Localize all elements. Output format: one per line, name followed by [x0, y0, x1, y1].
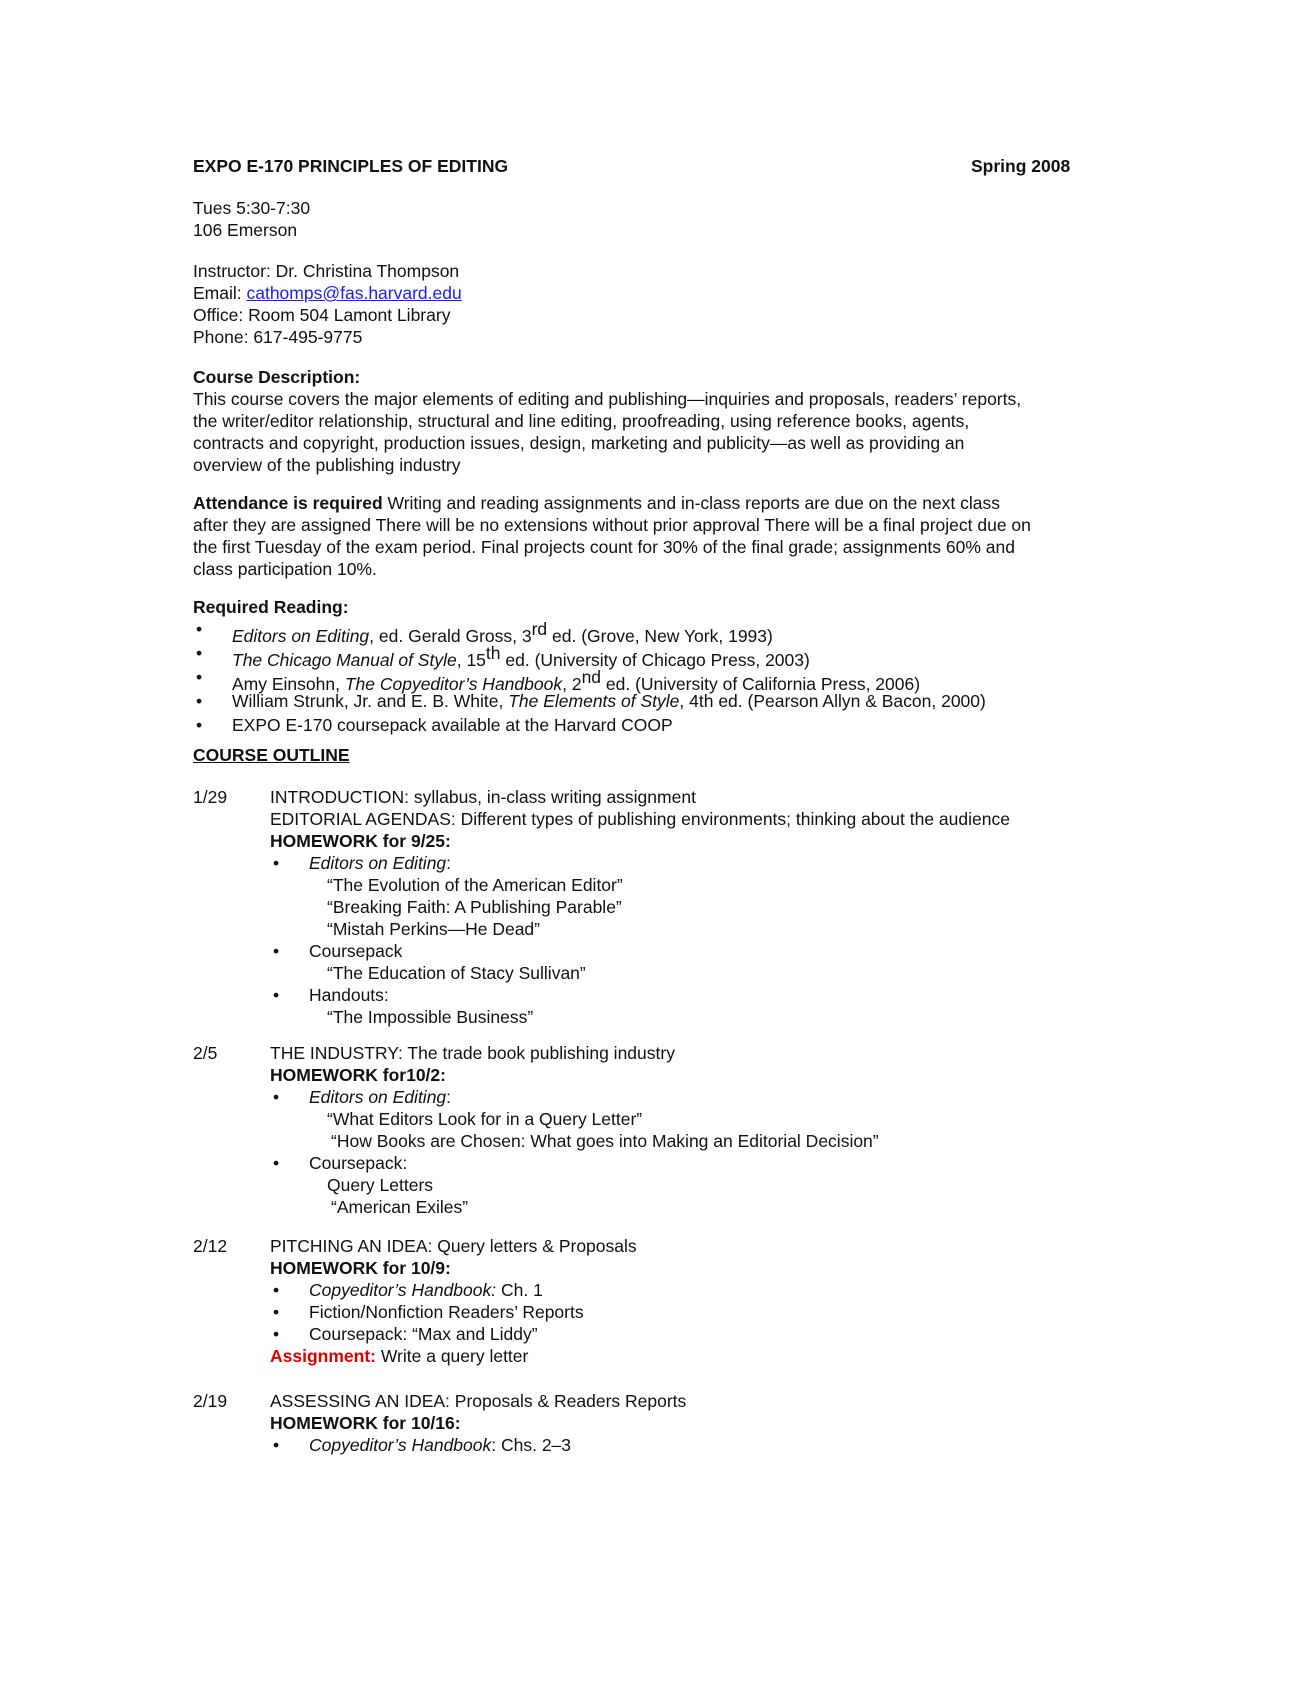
reading-title: “American Exiles”: [331, 1197, 469, 1217]
assignment-label: Assignment:: [270, 1346, 376, 1366]
week-topic: ASSESSING AN IDEA: Proposals & Readers Reports: [270, 1391, 687, 1411]
homework-heading: HOMEWORK for10/2:: [270, 1065, 446, 1085]
bullet-icon: •: [273, 1087, 280, 1107]
email-link[interactable]: cathomps@fas.harvard.edu: [246, 283, 462, 303]
reading-title: “The Education of Stacy Sullivan”: [327, 963, 586, 983]
reading-title: “Breaking Faith: A Publishing Parable”: [327, 897, 622, 917]
bullet-icon: •: [196, 715, 203, 735]
meeting-info: [193, 197, 1123, 241]
email-line: [193, 282, 1123, 304]
reading-title: “The Impossible Business”: [327, 1007, 534, 1027]
homework-item: • Coursepack: [273, 941, 403, 961]
homework-heading: HOMEWORK for 10/16:: [270, 1413, 461, 1433]
homework-item: • Copyeditor’s Handbook: Chs. 2–3: [273, 1435, 572, 1455]
attendance-bold: Attendance is required: [193, 493, 383, 513]
description-line: the writer/editor relationship, structural and line editing, proofreading, using reference books, agents,: [193, 411, 970, 431]
homework-item: • Editors on Editing:: [273, 853, 452, 873]
description-line: contracts and copyright, production issues, design, marketing and publicity—as well as providing an: [193, 433, 965, 453]
reading-title: “How Books are Chosen: What goes into Making an Editorial Decision”: [331, 1131, 879, 1151]
description-line: This course covers the major elements of editing and publishing—inquiries and proposals, readers’ reports,: [193, 389, 1022, 409]
attendance-line: Attendance is required Writing and reading assignments and in-class reports are due on the next class: [193, 493, 1001, 513]
homework-item: • Editors on Editing:: [273, 1087, 452, 1107]
description-line: overview of the publishing industry: [193, 455, 461, 475]
bullet-icon: •: [273, 1435, 280, 1455]
description-heading: Course Description:: [193, 367, 361, 387]
email-label: Email:: [193, 283, 247, 303]
term-label: Spring 2008: [971, 156, 1071, 176]
week-topic: INTRODUCTION: syllabus, in-class writing assignment: [270, 787, 696, 807]
reading-item: • The Chicago Manual of Style, 15th ed. (University of Chicago Press, 2003): [196, 643, 810, 670]
week-topic: THE INDUSTRY: The trade book publishing industry: [270, 1043, 675, 1063]
attendance-policy: [193, 492, 1123, 580]
homework-item: • Fiction/Nonfiction Readers’ Reports: [273, 1302, 584, 1322]
reading-title: “What Editors Look for in a Query Letter”: [327, 1109, 643, 1129]
meeting-room: 106 Emerson: [193, 220, 298, 240]
attendance-line: class participation 10%.: [193, 559, 377, 579]
bullet-icon: •: [273, 1153, 280, 1173]
week-date: 2/5: [193, 1043, 218, 1063]
reading-title: “The Evolution of the American Editor”: [327, 875, 623, 895]
week-date: 2/12: [193, 1236, 228, 1256]
week-topic: PITCHING AN IDEA: Query letters & Proposals: [270, 1236, 637, 1256]
meeting-time: Tues 5:30-7:30: [193, 198, 311, 218]
course-title: EXPO E-170 PRINCIPLES OF EDITING: [193, 156, 509, 176]
phone-line: Phone: 617-495-9775: [193, 327, 363, 347]
course-description: [193, 366, 1123, 476]
homework-item: • Coursepack: “Max and Liddy”: [273, 1324, 538, 1344]
bullet-icon: •: [273, 941, 280, 961]
outline-heading-wrap: [193, 744, 1123, 766]
attendance-line: after they are assigned There will be no extensions without prior approval There will be a final project due on: [193, 515, 1031, 535]
reading-item: • Amy Einsohn, The Copyeditor’s Handbook, 2nd ed. (University of California Press, 2006): [196, 667, 921, 694]
reading-title: Query Letters: [327, 1175, 434, 1195]
bullet-icon: •: [196, 667, 203, 687]
bullet-icon: •: [273, 1324, 280, 1344]
week-date: 1/29: [193, 787, 228, 807]
assignment-line: Assignment: Write a query letter: [270, 1346, 529, 1366]
reading-item: • William Strunk, Jr. and E. B. White, The Elements of Style, 4th ed. (Pearson Allyn & Bacon, 2000): [196, 691, 986, 711]
homework-item: • Handouts:: [273, 985, 389, 1005]
homework-item: • Coursepack:: [273, 1153, 408, 1173]
bullet-icon: •: [196, 691, 203, 711]
attendance-line: the first Tuesday of the exam period. Final projects count for 30% of the final grade; assignments 60% and: [193, 537, 1015, 557]
bullet-icon: •: [273, 985, 280, 1005]
week-topic: EDITORIAL AGENDAS: Different types of publishing environments; thinking about the audience: [270, 809, 1010, 829]
contact-info: [193, 260, 1123, 348]
homework-item: • Copyeditor’s Handbook: Ch. 1: [273, 1280, 543, 1300]
homework-heading: HOMEWORK for 10/9:: [270, 1258, 451, 1278]
bullet-icon: •: [273, 1280, 280, 1300]
reading-heading: Required Reading:: [193, 597, 349, 617]
bullet-icon: •: [273, 853, 280, 873]
bullet-icon: •: [196, 643, 203, 663]
bullet-icon: •: [273, 1302, 280, 1322]
reading-item: • EXPO E-170 coursepack available at the Harvard COOP: [196, 715, 673, 735]
required-reading: [193, 596, 1123, 738]
bullet-icon: •: [196, 619, 203, 639]
homework-heading: HOMEWORK for 9/25:: [270, 831, 451, 851]
office-line: Office: Room 504 Lamont Library: [193, 305, 451, 325]
instructor-line: Instructor: Dr. Christina Thompson: [193, 261, 460, 281]
week-date: 2/19: [193, 1391, 228, 1411]
reading-title: “Mistah Perkins—He Dead”: [327, 919, 540, 939]
outline-heading: COURSE OUTLINE: [193, 745, 350, 765]
reading-item: • Editors on Editing, ed. Gerald Gross, 3rd ed. (Grove, New York, 1993): [196, 619, 773, 646]
